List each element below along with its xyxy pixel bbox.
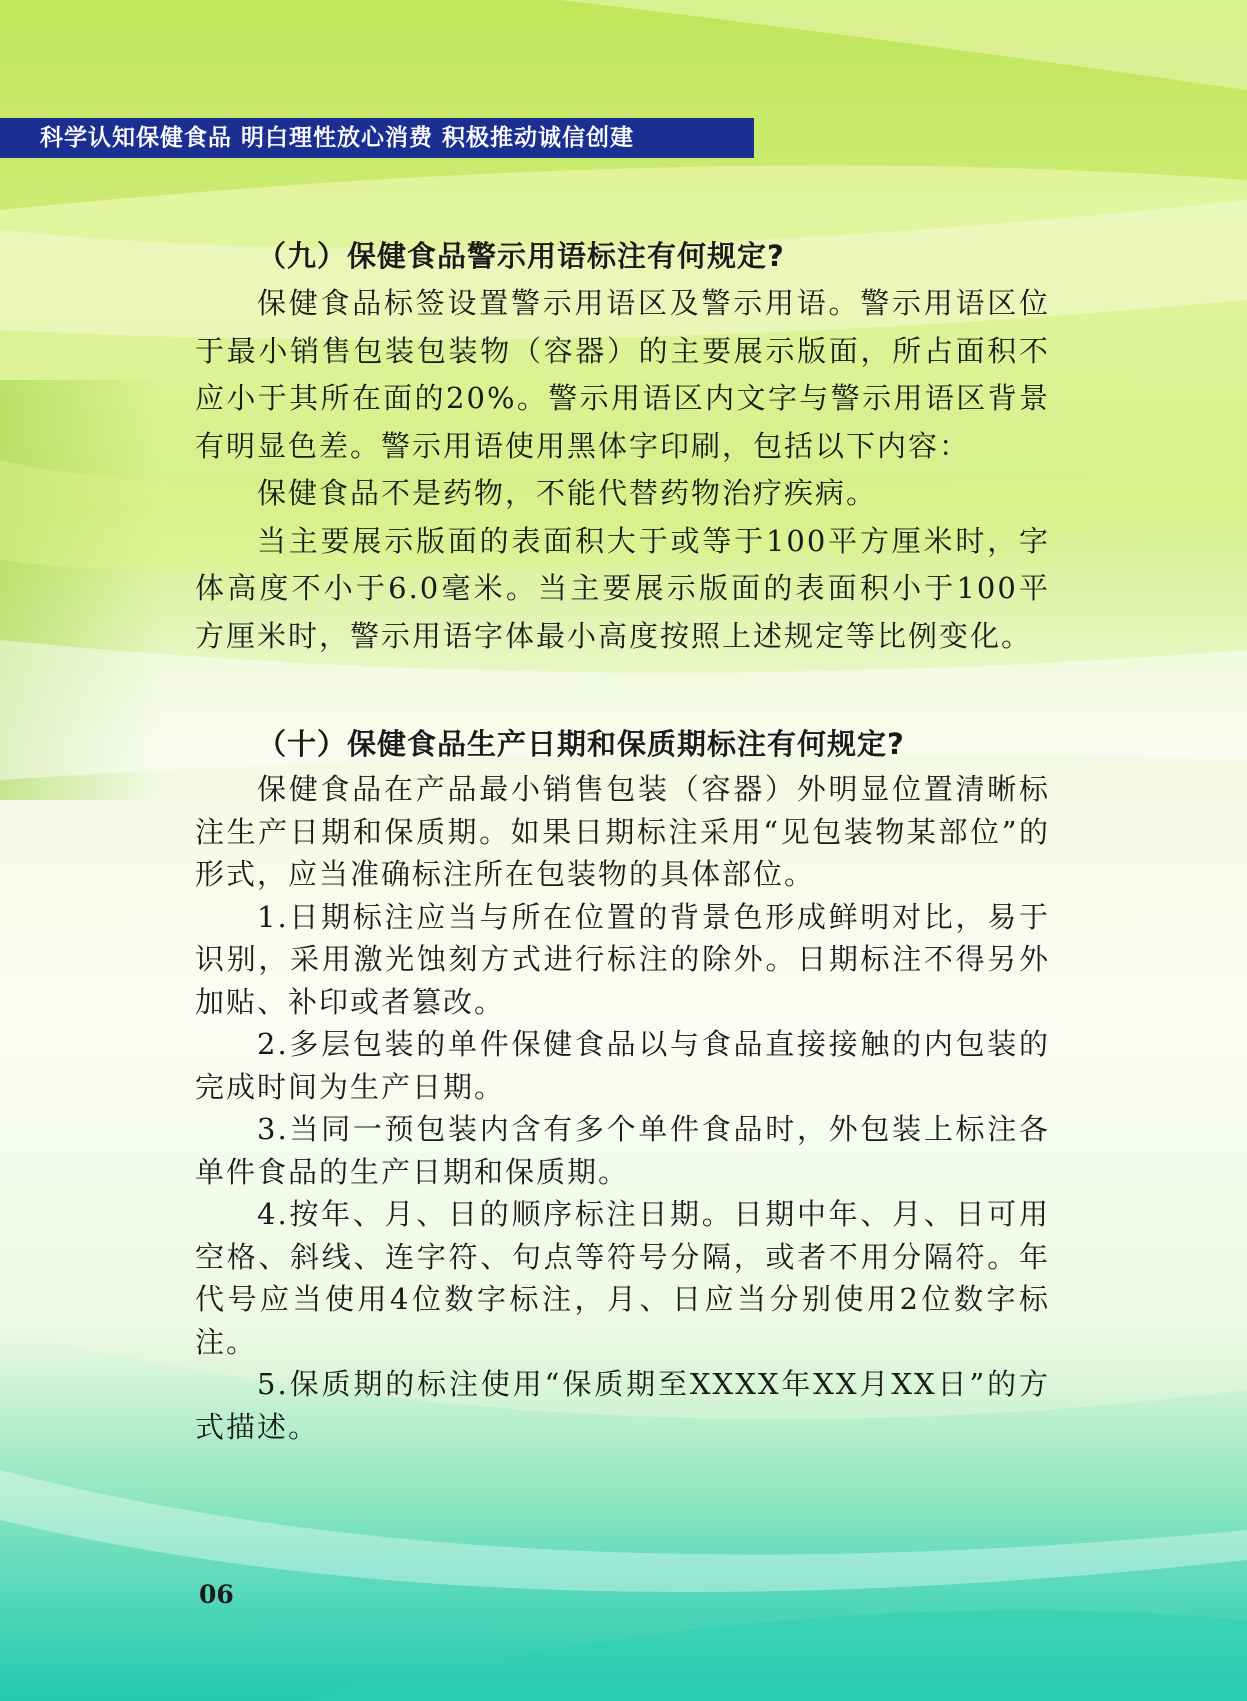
paragraph: 保健食品标签设置警示用语区及警示用语。警示用语区位于最小销售包装包装物（容器）的主要展示版面，所占面积不应小于其所在面的20%。警示用语区内文字与警示用语区背景有明显色差。警示用语使用黑体字印刷，包括以下内容： bbox=[195, 286, 1050, 463]
section-warning-label bbox=[195, 232, 1050, 660]
section-date-label bbox=[195, 720, 1050, 1448]
header-banner: 科学认知保健食品 明白理性放心消费 积极推动诚信创建 bbox=[0, 118, 754, 158]
section-title: （九）保健食品警示用语标注有何规定? bbox=[257, 239, 785, 273]
paragraph: 1.日期标注应当与所在位置的背景色形成鲜明对比，易于识别，采用激光蚀刻方式进行标注的除外。日期标注不得另外加贴、补印或者篡改。 bbox=[195, 899, 1050, 1019]
paragraph: 保健食品在产品最小销售包装（容器）外明显位置清晰标注生产日期和保质期。如果日期标注采用“见包装物某部位”的形式，应当准确标注所在包装物的具体部位。 bbox=[195, 772, 1050, 891]
paragraph: 保健食品不是药物，不能代替药物治疗疾病。 bbox=[257, 476, 878, 510]
article-body bbox=[195, 232, 1050, 1508]
paragraph: 2.多层包装的单件保健食品以与食品直接接触的内包装的完成时间为生产日期。 bbox=[195, 1027, 1050, 1104]
paragraph: 3.当同一预包装内含有多个单件食品时，外包装上标注各单件食品的生产日期和保质期。 bbox=[195, 1112, 1050, 1189]
paragraph: 4.按年、月、日的顺序标注日期。日期中年、月、日可用空格、斜线、连字符、句点等符号分隔，或者不用分隔符。年代号应当使用4位数字标注，月、日应当分别使用2位数字标注。 bbox=[195, 1197, 1050, 1359]
paragraph: 当主要展示版面的表面积大于或等于100平方厘米时，字体高度不小于6.0毫米。当主要展示版面的表面积小于100平方厘米时，警示用语字体最小高度按照上述规定等比例变化。 bbox=[195, 523, 1050, 653]
section-title: （十）保健食品生产日期和保质期标注有何规定? bbox=[257, 727, 905, 761]
paragraph: 5.保质期的标注使用“保质期至XXXX年XX月XX日”的方式描述。 bbox=[195, 1367, 1050, 1444]
page-number: 06 bbox=[199, 1580, 234, 1609]
